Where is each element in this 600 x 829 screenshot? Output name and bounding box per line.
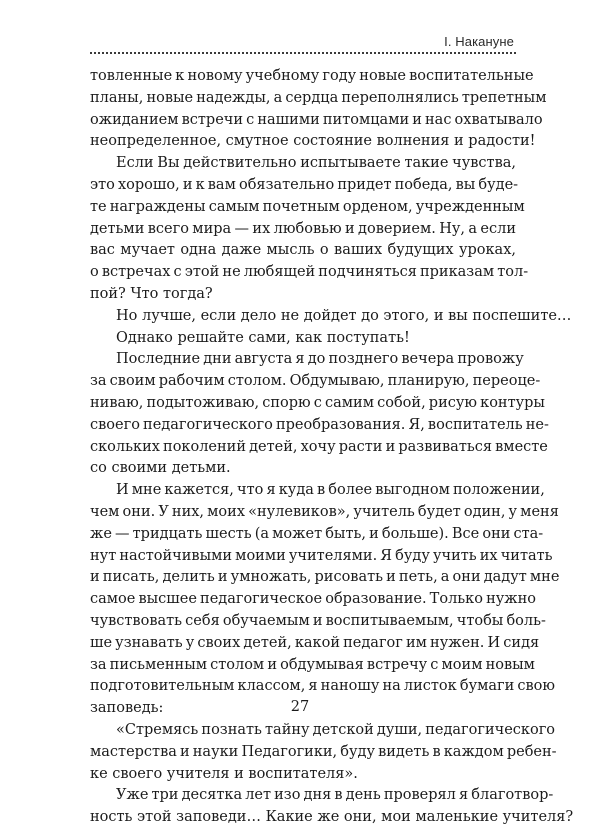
text-line: ниваю, подытоживаю, спорю с самим собой, рисую контуры	[90, 394, 545, 411]
text-line: своего педагогического преобразования. Я, воспитатель не-	[90, 416, 549, 433]
text-line: самое высшее педагогическое образование. Только нужно	[90, 591, 537, 608]
text-line: скольких поколений детей, хочу расти и развиваться вместе	[90, 438, 548, 455]
text-line: «Стремясь познать тайну детской души, педагогического	[116, 721, 556, 738]
text-line: подготовительным классом, я наношу на листок бумаги свою	[90, 678, 556, 695]
text-line: Если Вы действительно испытываете такие чувства,	[116, 155, 516, 172]
text-line: со своими детьми.	[90, 460, 231, 477]
text-line: мастерства и науки Педагогики, буду видеть в каждом ребен-	[90, 743, 557, 760]
running-header	[90, 34, 516, 54]
text-line: товленные к новому учебному году новые воспитательные	[90, 68, 534, 84]
text-line: ность этой заповеди… Какие же они, мои маленькие учителя?	[90, 809, 574, 826]
text-line: и писать, делить и умножать, рисовать и петь, а они дадут мне	[90, 569, 560, 586]
text-line: вас мучает одна даже мысль о ваших будущих уроках,	[90, 242, 516, 259]
text-line: Но лучше, если дело не дойдет до этого, и вы поспешите…	[116, 307, 572, 324]
chapter-title: I. Накануне	[444, 34, 514, 49]
text-line: за своим рабочим столом. Обдумываю, планирую, переоце-	[90, 373, 541, 390]
text-line: неопределенное, смутное состояние волнения и радости!	[90, 133, 536, 150]
text-line: чем они. У них, моих «нулевиков», учитель будет один, у меня	[90, 503, 559, 520]
text-line: ше узнавать у своих детей, какой педагог им нужен. И сидя	[90, 634, 540, 651]
text-line: И мне кажется, что я куда в более выгодном положении,	[116, 482, 545, 499]
text-line: детьми всего мира — их любовью и доверием. Ну, а если	[90, 220, 516, 237]
text-line: Уже три десятка лет изо дня в день проверял я благотвор-	[116, 787, 554, 804]
text-line: те награждены самым почетным орденом, учрежденным	[90, 198, 525, 215]
text-line: ожиданием встречи с нашими питомцами и нас охватывало	[90, 111, 543, 128]
header-dotted-rule	[90, 52, 516, 54]
text-line: же — тридцать шесть (а может быть, и больше). Все они ста-	[90, 525, 544, 542]
text-line: о встречах с этой не любящей подчиняться приказам тол-	[90, 264, 529, 281]
page-number: 27	[290, 699, 310, 715]
text-line: это хорошо, и к вам обязательно придет победа, вы буде-	[90, 176, 519, 193]
text-line: заповедь:	[90, 700, 164, 717]
text-line: Однако решайте сами, как поступать!	[116, 329, 410, 346]
text-line: Последние дни августа я до позднего вечера провожу	[116, 351, 524, 368]
text-line: нут настойчивыми моими учителями. Я буду учить их читать	[90, 547, 553, 564]
text-line: чувствовать себя обучаемым и воспитываемым, чтобы боль-	[90, 612, 546, 629]
text-line: за письменным столом и обдумывая встречу с моим новым	[90, 656, 535, 673]
text-line: пой? Что тогда?	[90, 285, 213, 302]
text-line: планы, новые надежды, а сердца переполнялись трепетным	[90, 89, 547, 106]
text-line: ке своего учителя и воспитателя».	[90, 765, 358, 782]
